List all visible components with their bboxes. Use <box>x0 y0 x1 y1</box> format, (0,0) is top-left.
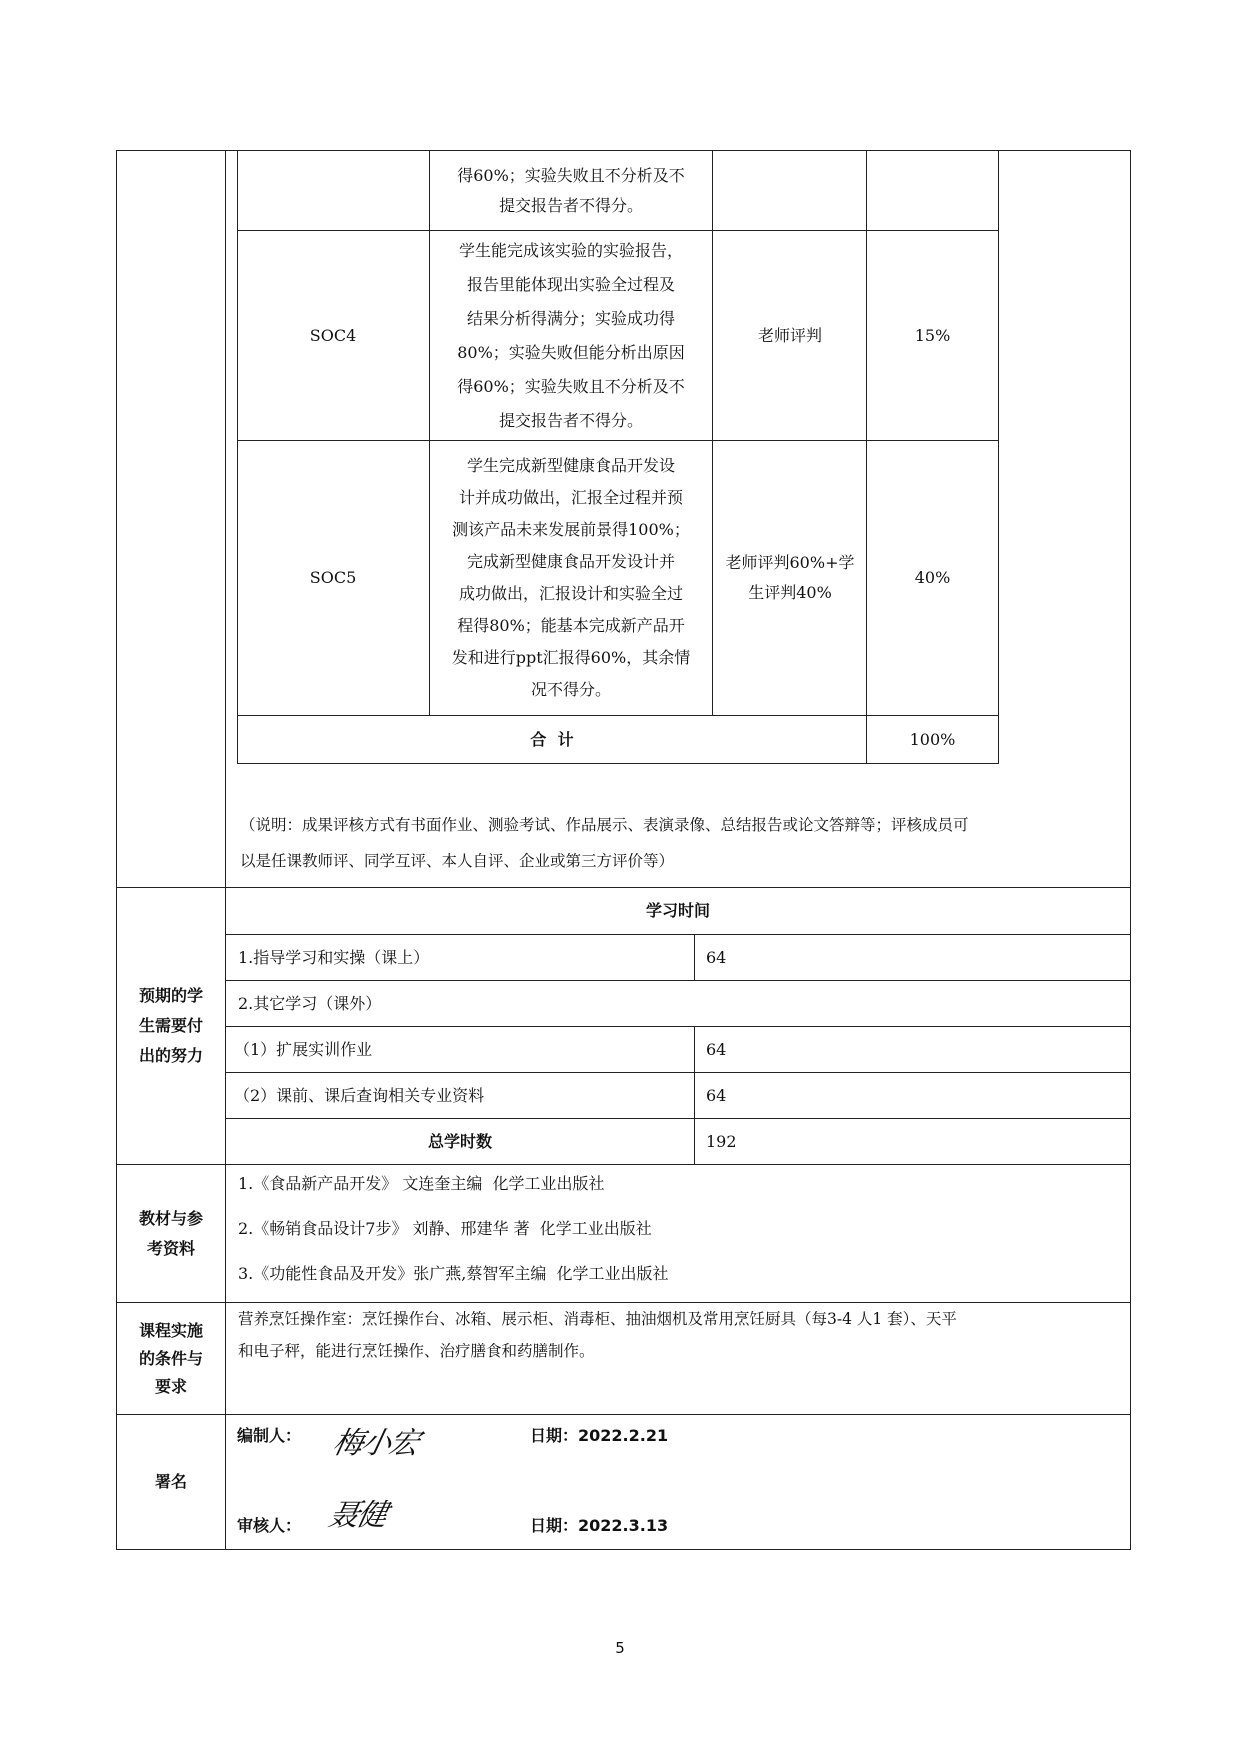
effort-item: （1）扩展实训作业 <box>234 1039 373 1059</box>
note-line: 以是任课教师评、同学互评、本人自评、企业或第三方评价等） <box>240 852 675 870</box>
effort-hours: 64 <box>706 1085 727 1105</box>
signature-label: 署名 <box>154 1472 187 1491</box>
reviewer-label: 审核人： <box>237 1516 302 1535</box>
conditions-label <box>117 1303 225 1414</box>
effort-item: （2）课前、课后查询相关专业资料 <box>234 1085 485 1105</box>
criteria-line: 学生完成新型健康食品开发设 <box>466 456 675 475</box>
rubric-row-criteria <box>431 231 711 440</box>
label-line: 课程实施 <box>138 1320 203 1340</box>
rubric-evaluator: 老师评判 <box>757 325 822 345</box>
criteria-line: 80%；实验失败但能分析出原因 <box>457 342 685 362</box>
criteria-line: 得60%；实验失败且不分析及不 <box>457 165 685 185</box>
note-line: （说明：成果评核方式有书面作业、测验考试、作品展示、表演录像、总结报告或论文答辩等；评核成员可 <box>240 816 969 834</box>
conditions-line: 营养烹饪操作室：烹饪操作台、冰箱、展示柜、消毒柜、抽油烟机及常用烹饪厨具（每3-4 人1 套）、天平 <box>238 1310 957 1328</box>
material-item: 1.《食品新产品开发》 文连奎主编 化学工业出版社 <box>238 1174 605 1193</box>
label-line: 出的努力 <box>138 1046 203 1065</box>
reviewer-signature: 聂健 <box>325 1498 389 1533</box>
criteria-line: 提交报告者不得分。 <box>498 410 643 430</box>
effort-label <box>117 888 225 1164</box>
criteria-line: 测该产品未来发展前景得100%； <box>452 520 690 539</box>
label-line: 生需要付 <box>138 1016 203 1035</box>
effort-item: 2.其它学习（课外） <box>238 993 382 1013</box>
criteria-line: 发和进行ppt汇报得60%，其余情 <box>451 648 691 667</box>
effort-header: 学习时间 <box>645 901 710 920</box>
rubric-weight: 40% <box>914 568 951 587</box>
materials-label <box>117 1165 225 1302</box>
effort-item: 1.指导学习和实操（课上） <box>238 947 430 967</box>
rubric-evaluator <box>714 441 866 715</box>
label-line: 教材与参 <box>138 1208 203 1228</box>
criteria-line: 提交报告者不得分。 <box>498 195 643 215</box>
label-line: 的条件与 <box>138 1348 203 1368</box>
criteria-line: 报告里能体现出实验全过程及 <box>466 274 675 294</box>
evaluator-line: 生评判40% <box>748 583 832 602</box>
rubric-total-value: 100% <box>909 729 956 749</box>
criteria-line: 学生能完成该实验的实验报告， <box>458 240 683 260</box>
effort-total-value: 192 <box>706 1131 737 1151</box>
rubric-row-criteria <box>431 441 711 715</box>
criteria-line: 程得80%；能基本完成新产品开 <box>457 616 685 635</box>
effort-total-label: 总学时数 <box>427 1131 492 1151</box>
label-line: 考资料 <box>146 1238 195 1258</box>
criteria-line: 况不得分。 <box>530 680 611 699</box>
reviewer-date: 日期：2022.3.13 <box>530 1516 669 1535</box>
criteria-line: 完成新型健康食品开发设计并 <box>466 552 675 571</box>
criteria-line: 结果分析得满分；实验成功得 <box>466 308 675 328</box>
editor-label: 编制人： <box>237 1426 302 1445</box>
criteria-line: 计并成功做出，汇报全过程并预 <box>458 488 683 507</box>
rubric-total-label: 合 计 <box>530 729 574 749</box>
editor-date: 日期：2022.2.21 <box>530 1426 669 1445</box>
label-line: 预期的学 <box>138 986 203 1005</box>
evaluator-line: 老师评判60%+学 <box>725 553 855 572</box>
rubric-code: SOC4 <box>309 325 357 345</box>
label-line: 要求 <box>154 1376 187 1396</box>
effort-hours: 64 <box>706 947 727 967</box>
rubric-code: SOC5 <box>309 568 357 587</box>
criteria-line: 得60%；实验失败且不分析及不 <box>457 376 685 396</box>
rubric-row-criteria <box>431 151 711 230</box>
page-number: 5 <box>615 1639 625 1657</box>
rubric-weight: 15% <box>914 325 951 345</box>
material-item: 3.《功能性食品及开发》张广燕,蔡智军主编 化学工业出版社 <box>238 1264 669 1283</box>
material-item: 2.《畅销食品设计7步》 刘静、邢建华 著 化学工业出版社 <box>238 1219 652 1238</box>
editor-signature: 梅小宏 <box>329 1426 421 1461</box>
effort-hours: 64 <box>706 1039 727 1059</box>
conditions-line: 和电子秤，能进行烹饪操作、治疗膳食和药膳制作。 <box>238 1342 595 1360</box>
criteria-line: 成功做出，汇报设计和实验全过 <box>458 584 683 603</box>
